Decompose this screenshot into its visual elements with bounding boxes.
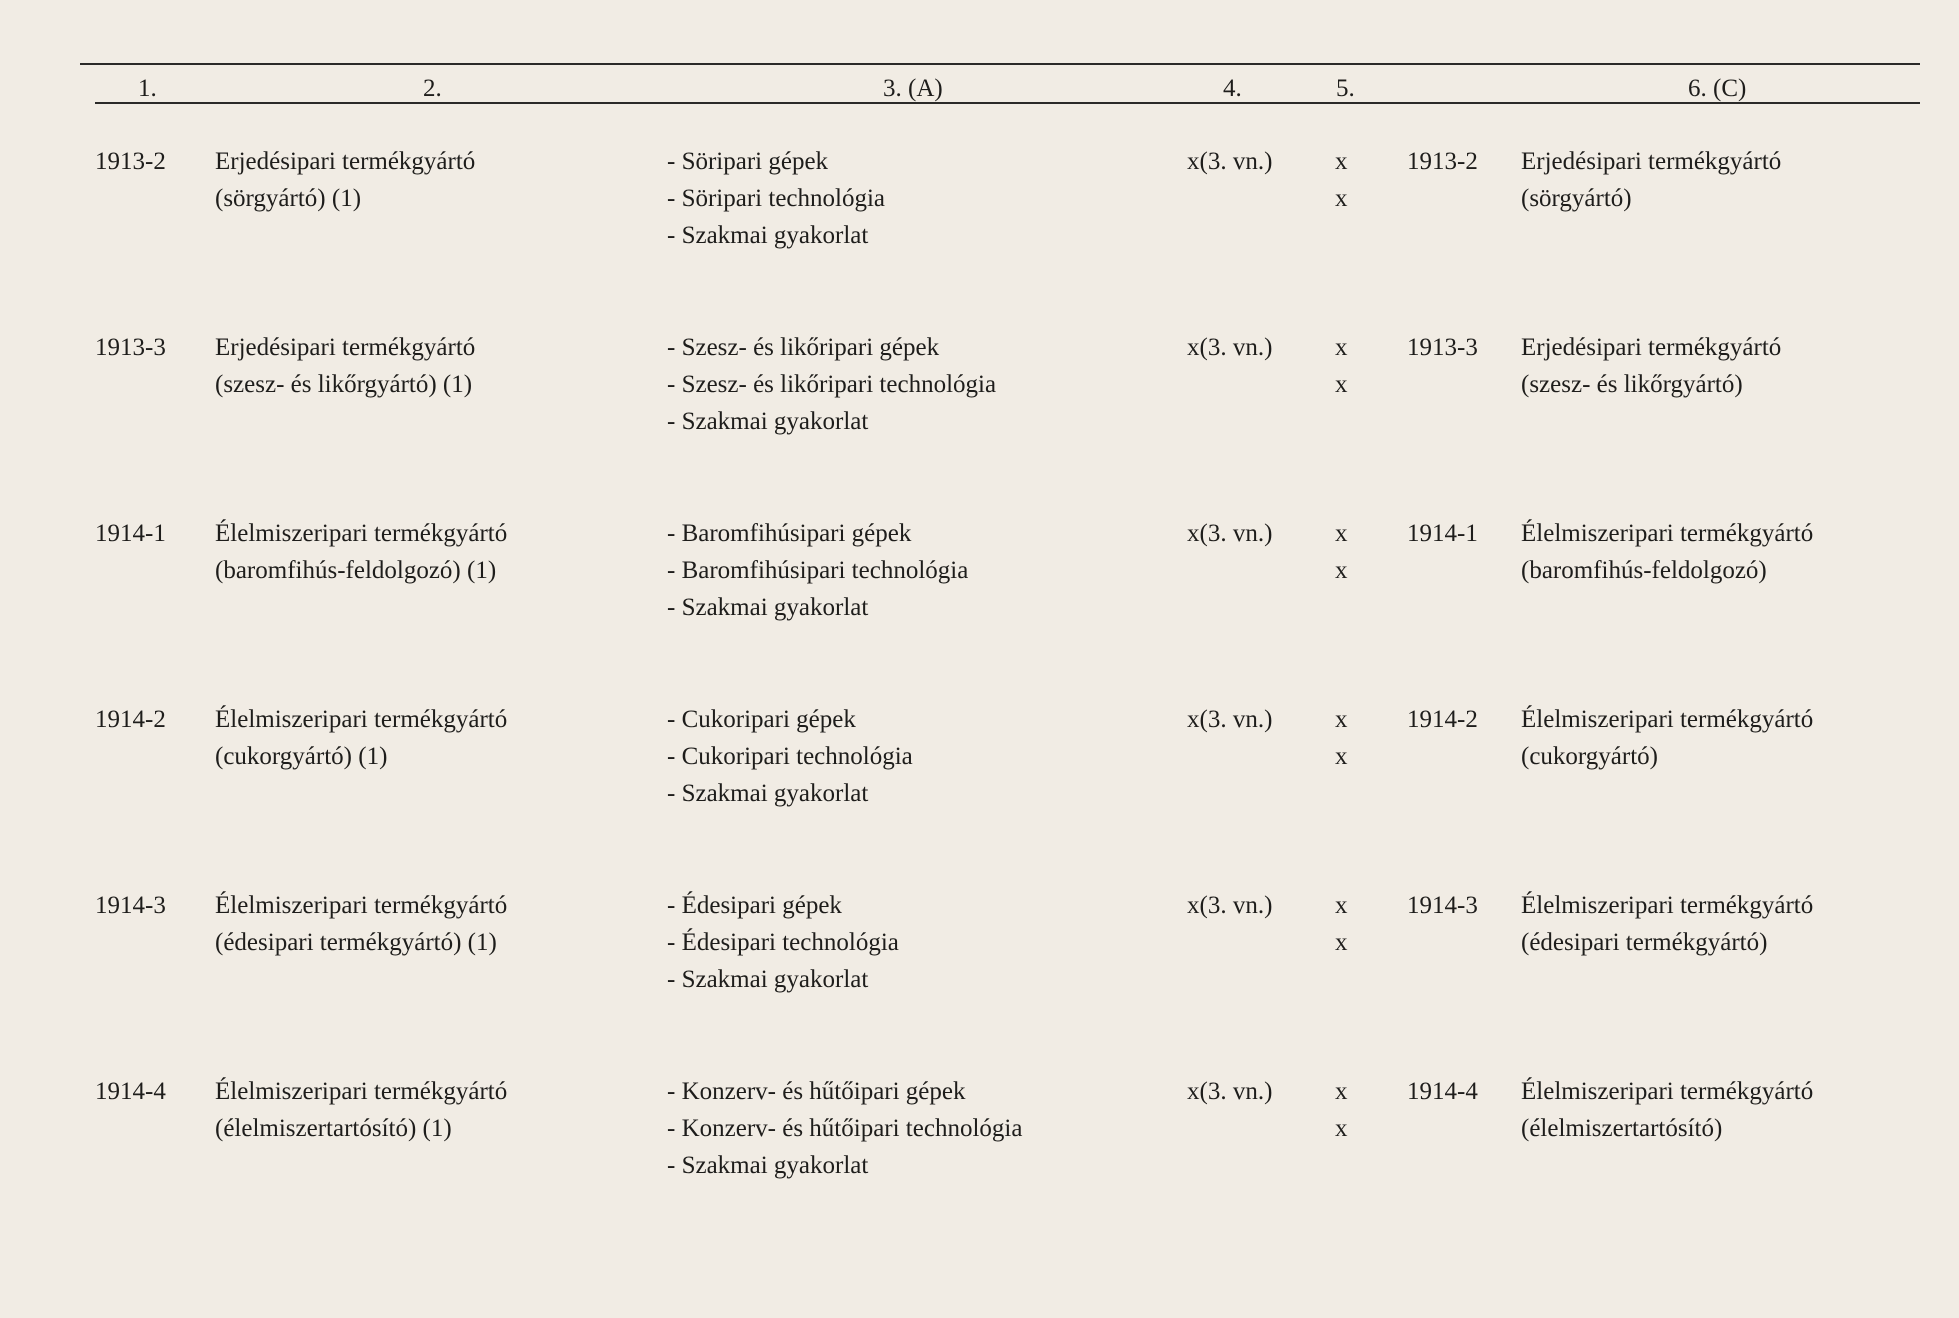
row-code-new: 1913-3 <box>1407 334 1478 361</box>
row-subjects <box>667 329 996 440</box>
col5-mark: x <box>1335 148 1348 175</box>
col5-mark: x <box>1335 520 1348 547</box>
row-name-new-line: (cukorgyártó) <box>1521 743 1658 770</box>
col5-mark: x <box>1335 892 1348 919</box>
subject-line: - Édesipari gépek <box>667 892 842 919</box>
row-code: 1914-1 <box>95 520 166 547</box>
row-code-new: 1914-4 <box>1407 1078 1478 1105</box>
row-code: 1914-3 <box>95 892 166 919</box>
col5-mark: x <box>1335 557 1348 584</box>
col5-mark: x <box>1335 185 1348 212</box>
row-col5 <box>1335 515 1348 589</box>
subject-line: - Édesipari technológia <box>667 929 899 956</box>
row-name-line: (élelmiszertartósító) (1) <box>215 1115 452 1142</box>
row-col4: x(3. vn.) <box>1187 148 1273 175</box>
row-name-new-line: Erjedésipari termékgyártó <box>1521 148 1782 175</box>
row-name-new-line: (élelmiszertartósító) <box>1521 1115 1723 1142</box>
row-name-line: Élelmiszeripari termékgyártó <box>215 520 508 547</box>
row-name-line: Élelmiszeripari termékgyártó <box>215 706 508 733</box>
col5-mark: x <box>1335 929 1348 956</box>
row-name-line: (szesz- és likőrgyártó) (1) <box>215 371 473 398</box>
subject-line: - Cukoripari gépek <box>667 706 856 733</box>
row-col5 <box>1335 887 1348 961</box>
row-col5 <box>1335 1073 1348 1147</box>
table-top-rule <box>80 63 1920 65</box>
subject-line: - Szakmai gyakorlat <box>667 780 869 807</box>
header-col5: 5. <box>1336 75 1355 102</box>
header-col6: 6. (C) <box>1688 75 1747 102</box>
row-subjects <box>667 701 913 812</box>
row-name-new <box>1521 329 1781 403</box>
row-name-new <box>1521 1073 1813 1147</box>
row-code: 1914-4 <box>95 1078 166 1105</box>
header-col2: 2. <box>423 75 442 102</box>
row-name-new-line: Élelmiszeripari termékgyártó <box>1521 1078 1814 1105</box>
row-name <box>215 143 475 217</box>
row-code-new: 1914-2 <box>1407 706 1478 733</box>
row-col4: x(3. vn.) <box>1187 706 1273 733</box>
col5-mark: x <box>1335 743 1348 770</box>
table-header-rule <box>95 102 1920 104</box>
row-col4: x(3. vn.) <box>1187 334 1273 361</box>
row-name <box>215 515 507 589</box>
row-name-line: Erjedésipari termékgyártó <box>215 334 476 361</box>
header-col3: 3. (A) <box>883 75 943 102</box>
subject-line: - Baromfihúsipari technológia <box>667 557 969 584</box>
row-name-new-line: Élelmiszeripari termékgyártó <box>1521 892 1814 919</box>
row-col5 <box>1335 701 1348 775</box>
row-subjects <box>667 515 968 626</box>
row-name-new-line: Élelmiszeripari termékgyártó <box>1521 706 1814 733</box>
col5-mark: x <box>1335 334 1348 361</box>
row-name-new <box>1521 701 1813 775</box>
row-name-line: (baromfihús-feldolgozó) (1) <box>215 557 497 584</box>
row-code: 1913-3 <box>95 334 166 361</box>
row-code-new: 1913-2 <box>1407 148 1478 175</box>
subject-line: - Söripari technológia <box>667 185 885 212</box>
row-col4: x(3. vn.) <box>1187 892 1273 919</box>
col5-mark: x <box>1335 706 1348 733</box>
row-name-new-line: (édesipari termékgyártó) <box>1521 929 1768 956</box>
subject-line: - Baromfihúsipari gépek <box>667 520 912 547</box>
subject-line: - Cukoripari technológia <box>667 743 913 770</box>
row-col5 <box>1335 329 1348 403</box>
row-name-line: Élelmiszeripari termékgyártó <box>215 1078 508 1105</box>
subject-line: - Szakmai gyakorlat <box>667 966 869 993</box>
row-code-new: 1914-3 <box>1407 892 1478 919</box>
row-code: 1914-2 <box>95 706 166 733</box>
row-col5 <box>1335 143 1348 217</box>
subject-line: - Szesz- és likőripari technológia <box>667 371 997 398</box>
row-name-line: Élelmiszeripari termékgyártó <box>215 892 508 919</box>
col5-mark: x <box>1335 1078 1348 1105</box>
subject-line: - Konzerv- és hűtőipari technológia <box>667 1115 1023 1142</box>
subject-line: - Söripari gépek <box>667 148 829 175</box>
row-name <box>215 329 475 403</box>
row-subjects <box>667 143 885 254</box>
row-name-line: (sörgyártó) (1) <box>215 185 362 212</box>
subject-line: - Szesz- és likőripari gépek <box>667 334 940 361</box>
row-name-new-line: (baromfihús-feldolgozó) <box>1521 557 1767 584</box>
subject-line: - Szakmai gyakorlat <box>667 408 869 435</box>
row-name <box>215 1073 507 1147</box>
row-col4: x(3. vn.) <box>1187 520 1273 547</box>
row-code: 1913-2 <box>95 148 166 175</box>
header-col4: 4. <box>1223 75 1242 102</box>
row-name-new <box>1521 515 1813 589</box>
row-name-new-line: (szesz- és likőrgyártó) <box>1521 371 1743 398</box>
header-col1: 1. <box>138 75 157 102</box>
row-name-new-line: Erjedésipari termékgyártó <box>1521 334 1782 361</box>
subject-line: - Szakmai gyakorlat <box>667 594 869 621</box>
row-name-new <box>1521 887 1813 961</box>
col5-mark: x <box>1335 1115 1348 1142</box>
row-name-new-line: Élelmiszeripari termékgyártó <box>1521 520 1814 547</box>
row-name-new <box>1521 143 1781 217</box>
subject-line: - Szakmai gyakorlat <box>667 1152 869 1179</box>
row-name-new-line: (sörgyártó) <box>1521 185 1632 212</box>
subject-line: - Szakmai gyakorlat <box>667 222 869 249</box>
row-code-new: 1914-1 <box>1407 520 1478 547</box>
row-subjects <box>667 887 899 998</box>
row-name-line: (édesipari termékgyártó) (1) <box>215 929 497 956</box>
row-subjects <box>667 1073 1022 1184</box>
subject-line: - Konzerv- és hűtőipari gépek <box>667 1078 966 1105</box>
row-name <box>215 701 507 775</box>
row-col4: x(3. vn.) <box>1187 1078 1273 1105</box>
row-name <box>215 887 507 961</box>
col5-mark: x <box>1335 371 1348 398</box>
row-name-line: Erjedésipari termékgyártó <box>215 148 476 175</box>
row-name-line: (cukorgyártó) (1) <box>215 743 388 770</box>
